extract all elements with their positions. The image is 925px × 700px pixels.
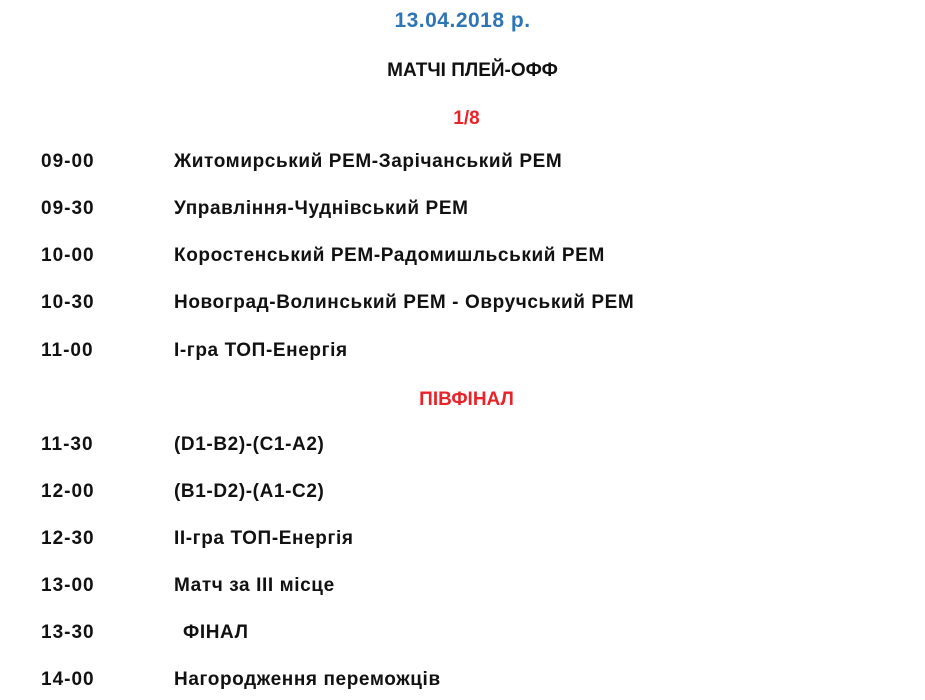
- match-title: Коростенський РЕМ-Радомишльський РЕМ: [174, 245, 605, 266]
- match-time: 10-00: [41, 245, 95, 266]
- schedule-heading: МАТЧІ ПЛЕЙ-ОФФ: [387, 60, 558, 81]
- match-time: 10-30: [41, 292, 95, 313]
- schedule-row: [0, 622, 925, 652]
- match-time: 11-30: [41, 434, 94, 455]
- schedule-row: [0, 340, 925, 370]
- stage-round-of-16: 1/8: [453, 108, 480, 129]
- match-title: І-гра ТОП-Енергія: [174, 340, 348, 361]
- schedule-row: [0, 434, 925, 464]
- schedule-row: [0, 575, 925, 605]
- schedule-row: [0, 528, 925, 558]
- match-title: Нагородження переможців: [174, 669, 441, 690]
- schedule-row: [0, 669, 925, 699]
- match-title: Управління-Чуднівський РЕМ: [174, 198, 469, 219]
- match-time: 14-00: [41, 669, 95, 690]
- schedule-row: [0, 198, 925, 228]
- match-time: 13-30: [41, 622, 95, 643]
- match-time: 11-00: [41, 340, 94, 361]
- match-time: 09-30: [41, 198, 95, 219]
- match-time: 13-00: [41, 575, 95, 596]
- match-title: Матч за ІІІ місце: [174, 575, 335, 596]
- stage-semifinal: ПІВФІНАЛ: [419, 389, 514, 410]
- match-time: 09-00: [41, 151, 95, 172]
- schedule-row: [0, 481, 925, 511]
- match-time: 12-00: [41, 481, 95, 502]
- schedule-row: [0, 151, 925, 181]
- match-title: Житомирський РЕМ-Зарічанський РЕМ: [174, 151, 563, 172]
- match-title: ФІНАЛ: [183, 622, 249, 643]
- match-time: 12-30: [41, 528, 95, 549]
- schedule-date: 13.04.2018 р.: [394, 9, 531, 32]
- schedule-row: [0, 245, 925, 275]
- schedule-row: [0, 292, 925, 322]
- match-title: (D1-B2)-(C1-A2): [174, 434, 325, 455]
- match-title: Новоград-Волинський РЕМ - Овручський РЕМ: [174, 292, 635, 313]
- match-title: ІІ-гра ТОП-Енергія: [174, 528, 354, 549]
- match-title: (B1-D2)-(A1-C2): [174, 481, 325, 502]
